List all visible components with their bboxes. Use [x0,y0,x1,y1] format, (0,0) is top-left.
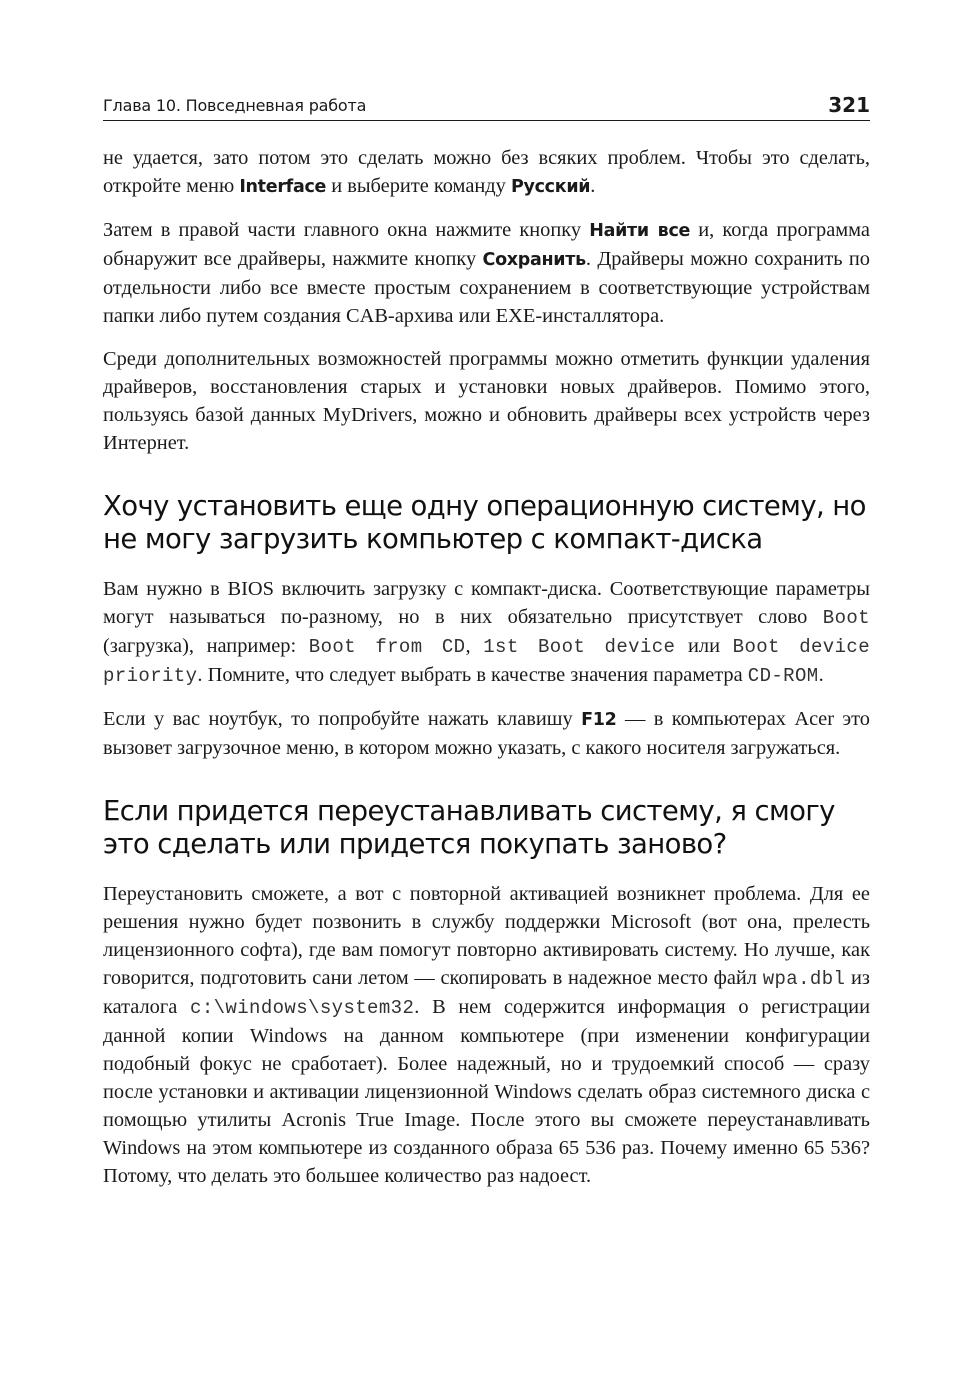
text-run: и, когда программа обнаружит все драйверы, нажмите кнопку [103,219,870,270]
text-run: не удается, зато потом это сделать можно без всяких проблем. Чтобы это сделать, откройте меню [103,147,870,197]
button-name-find-all: Найти все [589,221,691,241]
page-number: 321 [828,93,870,117]
command-name: Русский [510,177,591,197]
text-run: Вам нужно в BIOS включить загрузку с компакт-диска. Соответствующие параметры могут называться по-разному, но в них обязательно присутствует слово [103,578,870,628]
text-run: . Драйверы можно сохранить по отдельности либо все вместе простым сохранением в соответствующие устройствам папки либо путем создания CAB-архива или EXE-инсталлятора. [103,248,870,327]
paragraph-1 [103,144,870,201]
paragraph-6 [103,880,870,1190]
text-run: или [675,635,733,657]
running-header [103,90,870,121]
paragraph-4 [103,575,870,690]
text-run: . Помните, что следует выбрать в качестве значения параметра [197,664,748,686]
menu-name: Interface [239,177,327,197]
code-file-name: wpa.dbl [762,968,846,990]
code-boot: Boot [822,607,870,629]
paragraph-3: Среди дополнительных возможностей программы можно отметить функции удаления драйверов, восстановления старых и установки новых драйверов. Помимо этого, пользуясь базой данных MyDrivers, можно и обновить драйверы всех устройств через Интернет. [103,348,870,454]
section-heading-2: Если придется переустанавливать систему, я смогу это сделать или придется покупать заново? [103,795,835,860]
text-run: . [818,664,824,686]
text-run: из каталога [103,967,870,1018]
text-run: Если у вас ноутбук, то попробуйте нажать клавишу [103,708,582,730]
paragraph-2 [103,216,870,330]
text-run: Переустановить сможете, а вот с повторной активацией возникнет проблема. Для ее решения нужно будет позвонить в службу поддержки Microsoft (вот она, прелесть лицензионного софта), где вам помогут повторно активировать систему. Но лучше, как говорится, подготовить сани летом — скопировать в надежное место файл [103,883,870,989]
chapter-title: Глава 10. Повседневная работа [103,96,367,115]
text-run: — в компьютерах Acer это вызовет загрузочное меню, в котором можно указать, с какого носителя загружаться. [103,708,871,759]
code-cd-rom: CD-ROM [747,665,819,687]
code-first-boot-device: 1st Boot device [483,636,676,658]
code-folder-path: c:\windows\system32 [190,997,415,1019]
paragraph-5 [103,705,870,762]
text-run: . [590,175,596,197]
section-heading-1: Хочу установить еще одну операционную систему, но не могу загрузить компьютер с компакт-диска [103,490,866,555]
text-run: , [465,635,484,657]
button-name-save: Сохранить [482,250,586,270]
text-run: . В нем содержится информация о регистрации данной копии Windows на данном компьютере (при изменении конфигурации подобный фокус не сработает). Более надежный, но и трудоемкий способ — сразу после установки и активации лицензионной Windows сделать образ системного диска с помощью утилиты Acronis True Image. После этого вы сможете переустанавливать Windows на этом компьютере из созданного образа 65 536 раз. Почему именно 65 536? Потому, что делать это большее количество раз надоест. [103,996,870,1187]
text-run: Затем в правой части главного окна нажмите кнопку [103,219,590,241]
page-body [103,144,870,1205]
key-name: F12 [581,710,617,730]
text-run: и выберите команду [326,175,511,197]
text-run: (загрузка), например: [103,635,309,657]
code-boot-from-cd: Boot from CD [308,636,466,658]
code-boot-device-priority: Boot device priority [103,636,871,687]
